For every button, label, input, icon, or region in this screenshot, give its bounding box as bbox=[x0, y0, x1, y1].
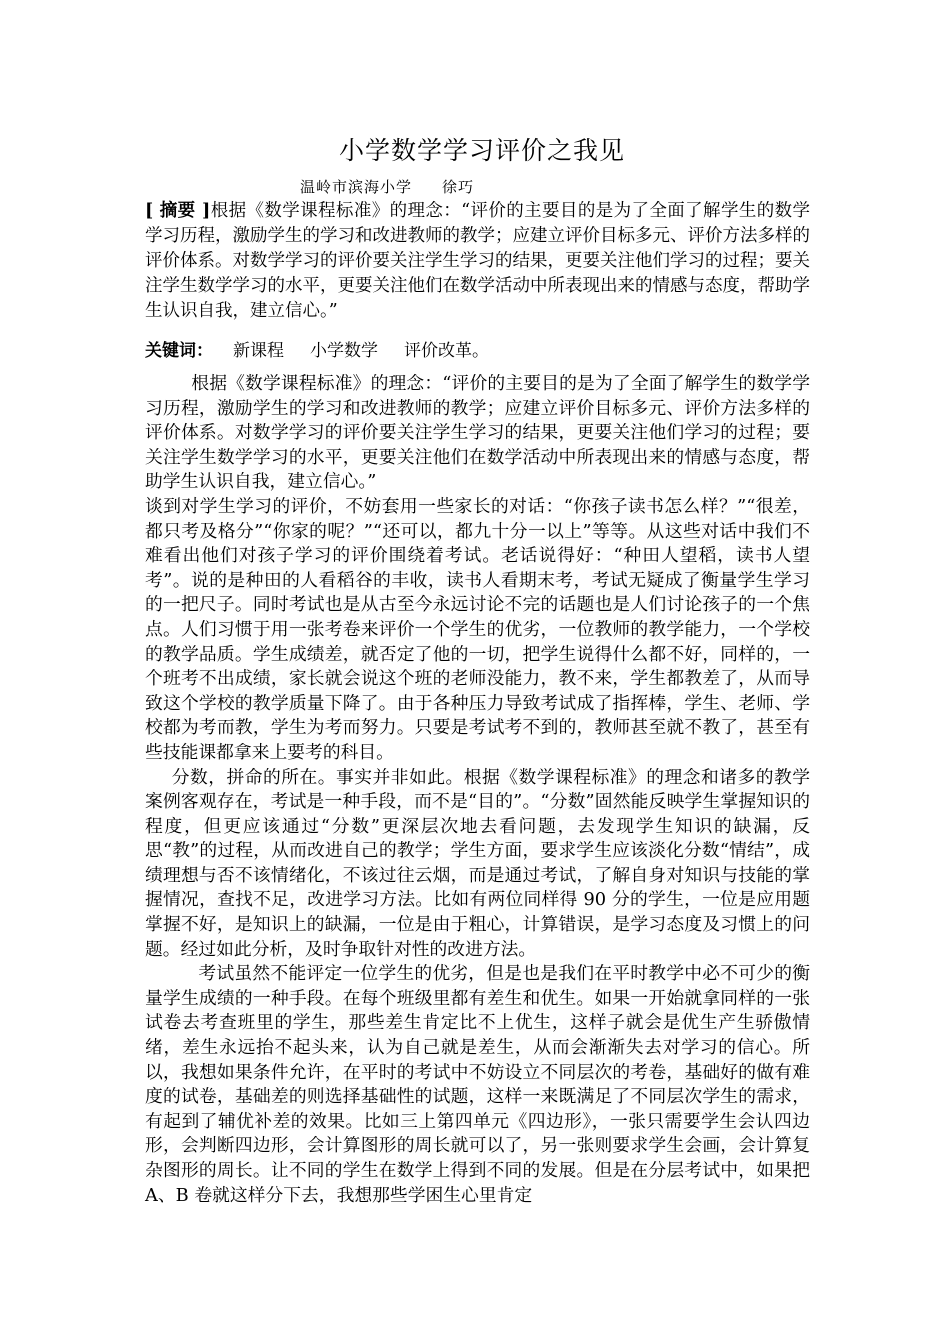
body-text bbox=[145, 372, 810, 1208]
author-school: 温岭市滨海小学 bbox=[300, 178, 413, 196]
keyword-item: 新课程 bbox=[233, 341, 284, 361]
page-title: 小学数学学习评价之我见 bbox=[338, 136, 625, 165]
paragraph: 根据《数学课程标准》的理念：“评价的主要目的是为了全面了解学生的数学学习历程，激励学生的学习和改进教师的教学；应建立评价目标多元、评价方法多样的评价体系。对数学学习的评价要关注学生学习的结果，更要关注他们学习的过程；要关注学生数学学习的水平，更要关注他们在数学活动中所表现出来的情感与态度，帮助学生认识自我，建立信心。” bbox=[145, 373, 810, 493]
abstract-bracket-open: [ bbox=[145, 201, 154, 221]
keyword-item: 小学数学 bbox=[310, 341, 378, 361]
abstract bbox=[145, 199, 810, 324]
author-line bbox=[300, 177, 474, 197]
paragraph: 分数，拼命的所在。事实并非如此。根据《数学课程标准》的理念和诸多的教学案例客观存在，考试是一种手段，而不是“目的”。“分数”固然能反映学生掌握知识的程度，但更应该通过“分数”更深层次地去看问题，去发现学生知识的缺漏，反思“教”的过程，从而改进自己的教学；学生方面，要求学生应该淡化分数“情结”，成绩理想与否不该情绪化，不该过往云烟，而是通过考试，了解自身对知识与技能的掌握情况，查找不足，改进学习方法。比如有两位同样得 90 分的学生，一位是应用题掌握不好，是知识上的缺漏，一位是由于粗心，计算错误，是学习态度及习惯上的问题。经过如此分析，及时争取针对性的改进方法。 bbox=[145, 766, 810, 960]
abstract-label: 摘要 bbox=[153, 201, 203, 221]
paragraph: 考试虽然不能评定一位学生的优劣，但是也是我们在平时教学中必不可少的衡量学生成绩的一种手段。在每个班级里都有差生和优生。如果一开始就拿同样的一张试卷去考查班里的学生，那些差生肯定比不上优生，这样子就会是优生产生骄傲情绪，差生永远抬不起头来，认为自己就是差生，从而会渐渐失去对学习的信心。所以，我想如果条件允许，在平时的考试中不妨设立不同层次的考卷，基础好的做有难度的试卷，基础差的则选择基础性的试题，这样一来既满足了不同层次学生的需求，有起到了辅优补差的效果。比如三上第四单元《四边形》，一张只需要学生会认四边形，会判断四边形，会计算图形的周长就可以了，另一张则要求学生会画，会计算复杂图形的周长。让不同的学生在数学上得到不同的发展。但是在分层考试中，如果把 A、B 卷就这样分下去，我想那些学困生心里肯定 bbox=[145, 963, 810, 1206]
abstract-text: 根据《数学课程标准》的理念：“评价的主要目的是为了全面了解学生的数学学习历程，激励学生的学习和改进教师的教学；应建立评价目标多元、评价方法多样的评价体系。对数学学习的评价要关注学生学习的结果，更要关注他们学习的过程；要关注学生数学学习的水平，更要关注他们在数学活动中所表现出来的情感与态度，帮助学生认识自我，建立信心。” bbox=[145, 201, 810, 321]
keyword-item: 评价改革。 bbox=[404, 341, 489, 361]
keywords-label: 关键词： bbox=[145, 341, 213, 361]
keywords bbox=[145, 339, 489, 363]
abstract-bracket-close: ] bbox=[202, 201, 211, 221]
paragraph: 谈到对学生学习的评价，不妨套用一些家长的对话：“你孩子读书怎么样？”“很差，都只考及格分”“你家的呢？”“还可以，都九十分一以上”等等。从这些对话中我们不难看出他们对孩子学习的评价围绕着考试。老话说得好：“种田人望稻，读书人望考”。说的是种田的人看稻谷的丰收，读书人看期末考，考试无疑成了衡量学生学习的一把尺子。同时考试也是从古至今永远讨论不完的话题也是人们讨论孩子的一个焦点。人们习惯于用一张考卷来评价一个学生的优劣，一位教师的教学能力，一个学校的教学品质。学生成绩差，就否定了他的一切，把学生说得什么都不好，同样的，一个班考不出成绩，家长就会说这个班的老师没能力，教不来，学生都教差了，从而导致这个学校的教学质量下降了。由于各种压力导致考试成了指挥棒，学生、老师、学校都为考而教，学生为考而努力。只要是考试考不到的，教师甚至就不教了，甚至有些技能课都拿来上要考的科目。 bbox=[145, 495, 810, 763]
author-name: 徐巧 bbox=[442, 178, 475, 196]
